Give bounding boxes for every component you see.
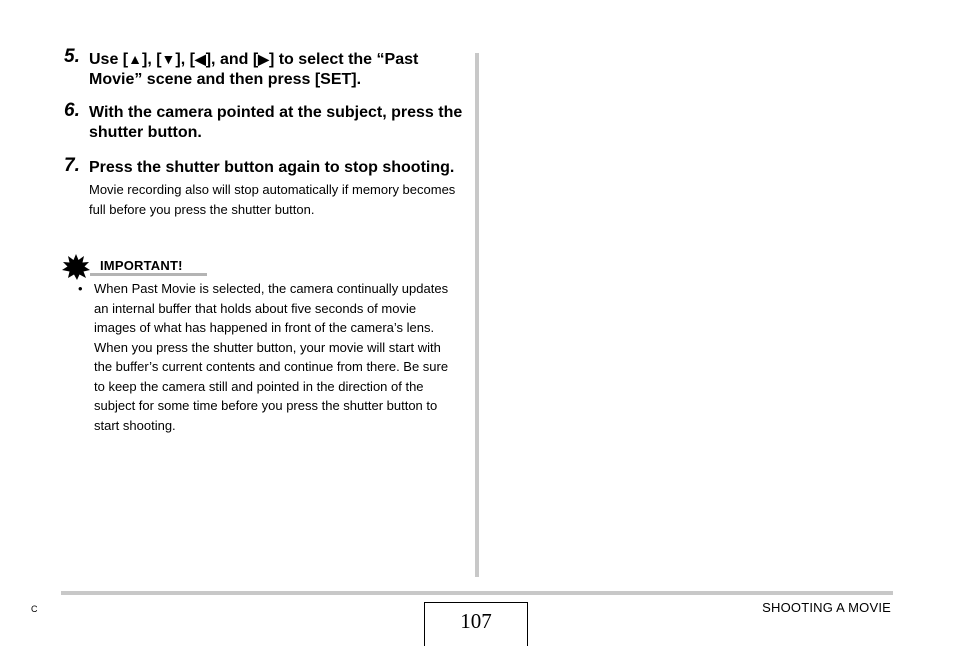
- down-arrow-icon: ▼: [161, 51, 176, 67]
- step-number: 5.: [64, 46, 80, 67]
- step-number: 7.: [64, 155, 80, 176]
- important-underline: [90, 273, 207, 276]
- corner-mark: C: [31, 604, 38, 614]
- list-item: [78, 279, 458, 435]
- step-7: [64, 155, 464, 220]
- column-divider: [475, 53, 479, 577]
- step-title: Use [▲], [▼], [◀], and [▶] to select the “Past Movie” scene and then press [SET].: [89, 51, 419, 88]
- right-arrow-icon: ▶: [258, 51, 269, 67]
- page-number-box: [424, 602, 528, 646]
- step-body: Movie recording also will stop automatically if memory becomes full before you press the shutter button.: [89, 182, 456, 217]
- step-6: [64, 100, 464, 143]
- list-item-text: When Past Movie is selected, the camera continually updates an internal buffer that holds about five seconds of movie images of what has happened in front of the camera’s lens. When you press the shutter button, your movie will start with the buffer’s current contents and continue from there. Be sure to keep the camera still and pointed in the direction of the subject for some time before you press the shutter button to start shooting.: [94, 281, 449, 433]
- important-list: [78, 279, 458, 435]
- section-title: SHOOTING A MOVIE: [762, 600, 891, 615]
- bullet: •: [78, 281, 83, 296]
- step-number: 6.: [64, 100, 80, 121]
- burst-icon: [62, 254, 90, 280]
- up-arrow-icon: ▲: [128, 51, 142, 67]
- step-5: [64, 46, 464, 90]
- left-arrow-icon: ◀: [194, 51, 206, 67]
- step-title: With the camera pointed at the subject, press the shutter button.: [89, 104, 463, 141]
- important-heading: [62, 254, 207, 278]
- step-title: Press the shutter button again to stop shooting.: [89, 159, 455, 176]
- important-label: IMPORTANT!: [100, 258, 183, 273]
- footer-rule: [61, 591, 893, 595]
- page-number: 107: [460, 609, 492, 633]
